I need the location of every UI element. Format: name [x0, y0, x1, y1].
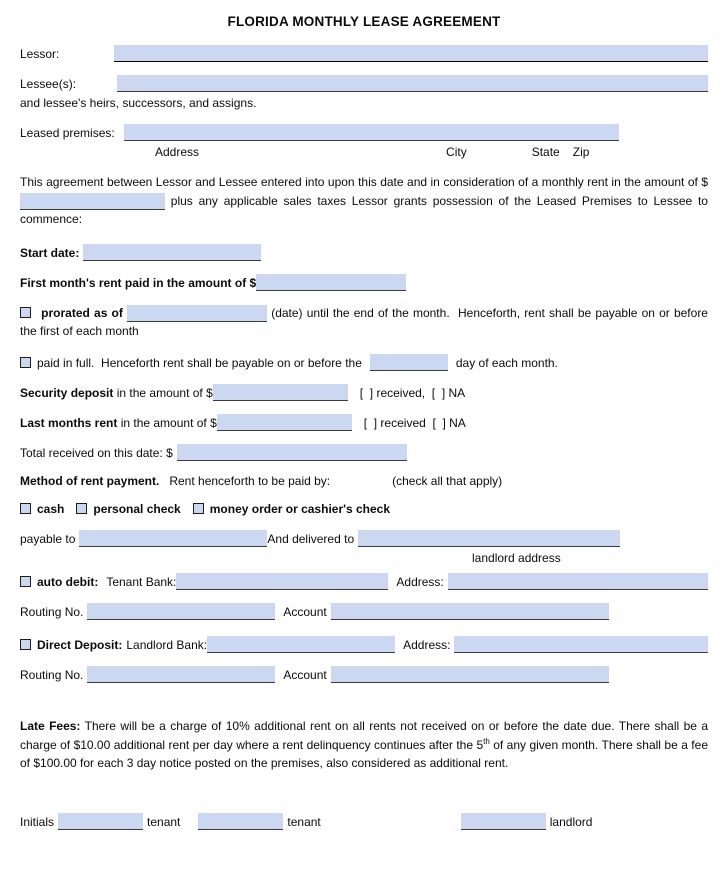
total-received-label: Total received on this date: $ — [20, 445, 173, 460]
city-label: City — [446, 145, 467, 159]
payable-to-row — [20, 530, 708, 547]
landlord-bank-field[interactable] — [207, 636, 395, 653]
direct-deposit-row — [20, 636, 708, 653]
money-order-checkbox[interactable] — [193, 503, 204, 514]
cash-checkbox[interactable] — [20, 503, 31, 514]
security-deposit-label-rest: in the amount of $ — [113, 385, 213, 400]
routing-no-field-1[interactable] — [87, 603, 275, 620]
last-months-rent-field[interactable] — [217, 414, 352, 431]
lessee-label: Lessee(s): — [20, 77, 77, 91]
security-deposit-label: Security deposit — [20, 385, 114, 400]
last-months-rent-row — [20, 414, 708, 431]
last-months-received-text: [ ] received [ ] NA — [363, 415, 466, 430]
direct-deposit-checkbox[interactable] — [20, 639, 31, 650]
paid-in-full-text: paid in full. Henceforth rent shall be payable on or before the — [37, 355, 362, 370]
address-label: Address — [155, 145, 200, 159]
total-received-field[interactable] — [177, 444, 407, 461]
late-fees-lead: Late Fees: — [20, 718, 81, 733]
leased-premises-label: Leased premises: — [20, 126, 115, 140]
start-date-label: Start date: — [20, 245, 80, 260]
lessor-label: Lessor: — [20, 47, 60, 61]
money-order-label: money order or cashier's check — [209, 501, 391, 516]
routing-no-field-2[interactable] — [87, 666, 275, 683]
prorated-text: (date) until the end of the month. Henceforth, rent shall be payable on or before the first of each month — [20, 305, 712, 339]
payable-to-label: payable to — [20, 531, 76, 546]
state-label: State — [531, 145, 560, 159]
delivered-to-label: And delivered to — [267, 531, 355, 546]
method-of-payment-row — [20, 474, 708, 489]
direct-deposit-address-field[interactable] — [454, 636, 708, 653]
prorated-date-field[interactable] — [127, 305, 267, 322]
account-label-1: Account — [283, 604, 327, 619]
direct-deposit-address-label: Address: — [403, 637, 451, 652]
start-date-row — [20, 244, 708, 261]
first-month-rent-row — [20, 274, 708, 291]
security-deposit-row — [20, 384, 708, 401]
tenant-label-2: tenant — [287, 814, 321, 829]
initials-label: Initials — [20, 814, 55, 829]
zip-label: Zip — [572, 145, 590, 159]
prorated-row — [20, 304, 712, 341]
auto-debit-address-label: Address: — [396, 574, 444, 589]
tenant-bank-field[interactable] — [176, 573, 388, 590]
late-fees-text-2: of any given month. There shall be a fee of $100.00 for each 3 day notice posted on the premises, also considered as additional rent. — [20, 737, 708, 771]
routing-row-2 — [20, 666, 708, 683]
tenant-bank-label: Tenant Bank: — [106, 574, 177, 589]
landlord-label: landlord — [549, 814, 593, 829]
payment-options-row — [20, 502, 708, 517]
initials-row — [20, 813, 708, 830]
landlord-bank-label: Landlord Bank: — [126, 637, 208, 652]
monthly-rent-amount-field[interactable] — [20, 193, 165, 210]
auto-debit-label: auto debit: — [37, 574, 99, 589]
premises-sublabels — [20, 145, 708, 159]
auto-debit-row — [20, 573, 708, 590]
cash-label: cash — [37, 501, 65, 516]
total-received-row — [20, 444, 708, 461]
method-instruction: Rent henceforth to be paid by: — [169, 473, 331, 488]
account-label-2: Account — [283, 667, 327, 682]
payable-day-field[interactable] — [370, 354, 448, 371]
account-field-2[interactable] — [331, 666, 609, 683]
late-fees-superscript: th — [483, 736, 490, 746]
late-fees-paragraph — [20, 717, 708, 773]
payable-to-field[interactable] — [79, 530, 267, 547]
initials-field-1[interactable] — [58, 813, 143, 830]
agreement-paragraph — [20, 173, 708, 229]
initials-field-2[interactable] — [198, 813, 283, 830]
first-month-rent-label: First month's rent paid in the amount of $ — [20, 275, 257, 290]
last-months-rent-label-rest: in the amount of $ — [117, 415, 217, 430]
method-of-payment-label: Method of rent payment. — [20, 473, 160, 488]
prorated-label: prorated as of — [41, 305, 123, 320]
first-month-rent-field[interactable] — [256, 274, 406, 291]
auto-debit-checkbox[interactable] — [20, 576, 31, 587]
last-months-rent-label: Last months rent — [20, 415, 118, 430]
initials-field-3[interactable] — [461, 813, 546, 830]
account-field-1[interactable] — [331, 603, 609, 620]
lessee-field[interactable] — [117, 75, 708, 92]
paid-in-full-checkbox[interactable] — [20, 357, 31, 368]
routing-no-label-2: Routing No. — [20, 667, 84, 682]
auto-debit-address-field[interactable] — [448, 573, 708, 590]
security-deposit-amount-field[interactable] — [213, 384, 348, 401]
prorated-checkbox[interactable] — [20, 307, 31, 318]
lessor-row — [20, 45, 708, 62]
agreement-text-1: This agreement between Lessor and Lessee entered into upon this date and in consideration of a monthly rent in the amount of $ — [20, 175, 708, 189]
tenant-label-1: tenant — [147, 814, 181, 829]
page-title: FLORIDA MONTHLY LEASE AGREEMENT — [227, 14, 501, 29]
check-all-hint: (check all that apply) — [392, 473, 503, 488]
personal-check-checkbox[interactable] — [76, 503, 87, 514]
personal-check-label: personal check — [93, 501, 181, 516]
leased-premises-field[interactable] — [124, 124, 619, 141]
lessee-row — [20, 75, 708, 92]
delivered-to-field[interactable] — [358, 530, 620, 547]
lessor-field[interactable] — [114, 45, 708, 62]
landlord-address-hint: landlord address — [472, 550, 561, 565]
leased-premises-row — [20, 124, 708, 141]
routing-row-1 — [20, 603, 708, 620]
agreement-text-2: plus any applicable sales taxes Lessor grants possession of the Leased Premises to Lessee to commence: — [20, 193, 708, 227]
security-deposit-received-text: [ ] received, [ ] NA — [359, 385, 466, 400]
paid-in-full-row — [20, 354, 708, 371]
direct-deposit-label: Direct Deposit: — [37, 637, 123, 652]
heirs-text: and lessee's heirs, successors, and assigns. — [20, 96, 257, 110]
start-date-field[interactable] — [83, 244, 261, 261]
day-of-month-text: day of each month. — [455, 355, 558, 370]
routing-no-label-1: Routing No. — [20, 604, 84, 619]
late-fees-text-1: There will be a charge of 10% additional rent on all rents not received on or before the date due. There shall be a charge of $10.00 additional rent per day where a rent delinquency continues after the 5 — [20, 718, 708, 752]
